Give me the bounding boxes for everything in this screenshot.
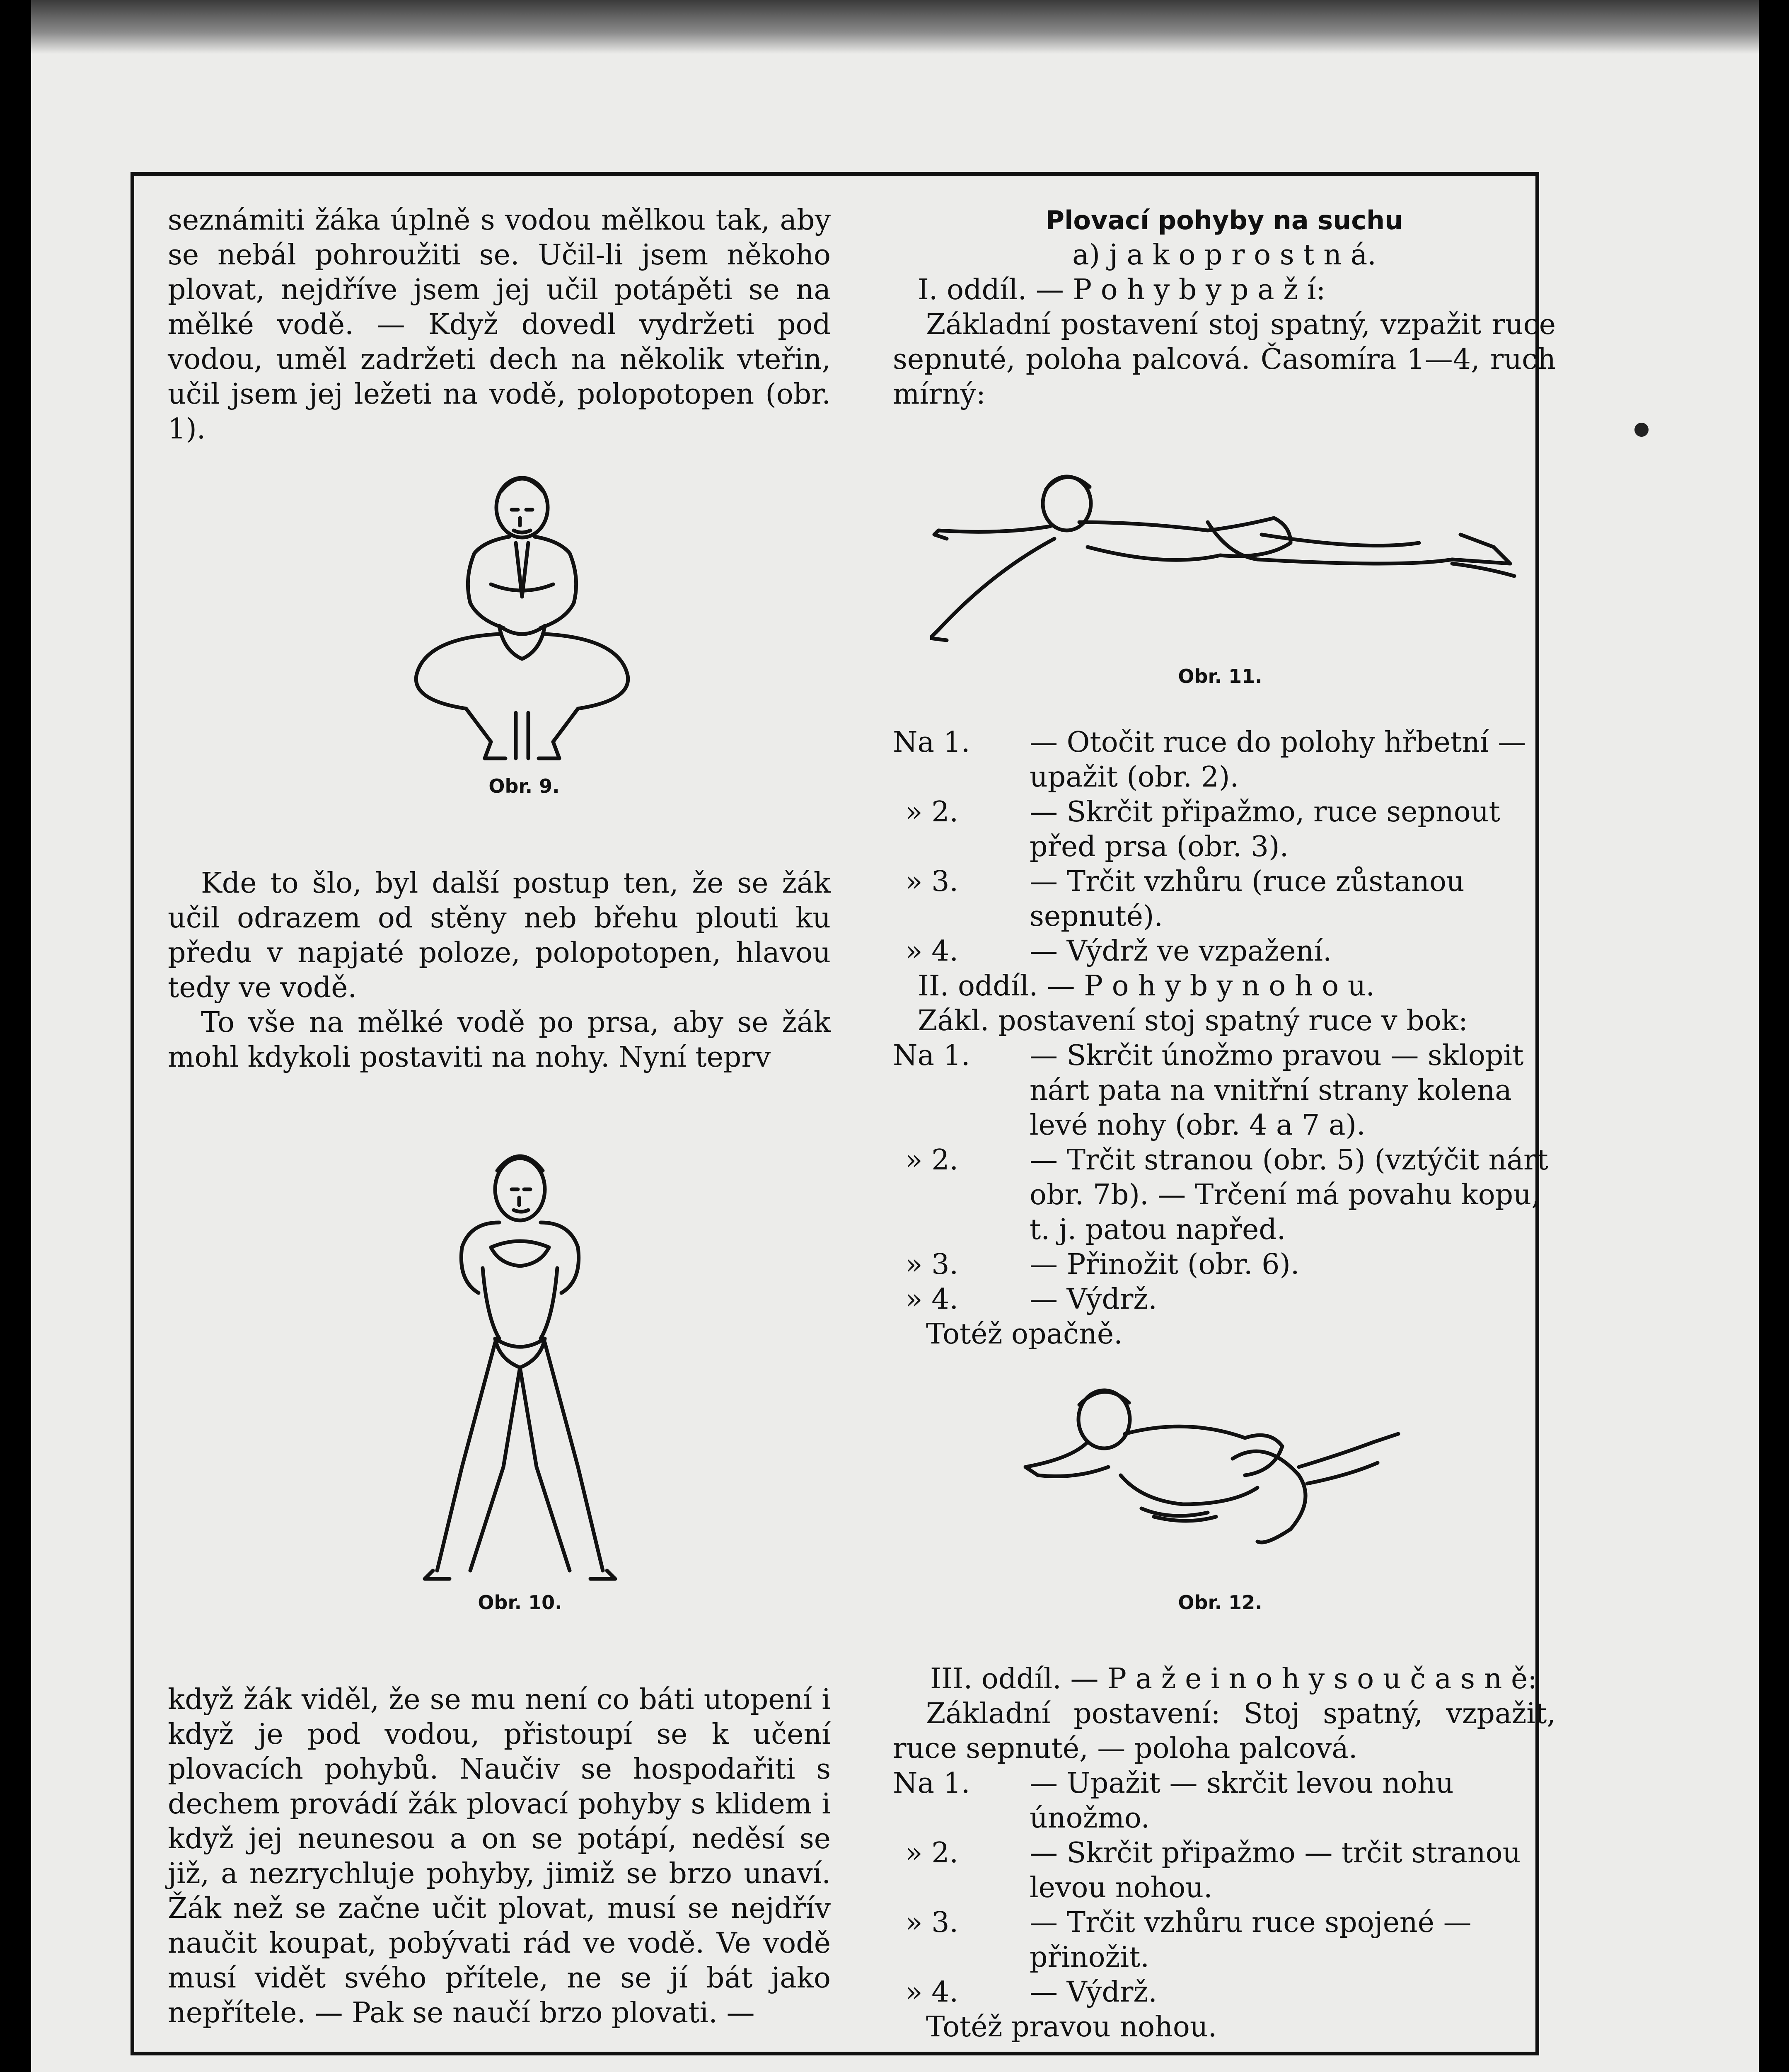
section-3-intro: Základní postavení: Stoj spatný, vzpažit, ruce sepnuté, — poloha palcová.	[893, 1697, 1556, 1765]
figure-12-kneeling-swimmer	[1017, 1380, 1415, 1575]
section-3-title: III. oddíl. — P a ž e i n o h y s o u č a s n ě:	[930, 1663, 1538, 1695]
section-subheading: a) j a k o p r o s t n á.	[1072, 239, 1376, 271]
section-1-title: I. oddíl. — P o h y b y p a ž í:	[918, 274, 1326, 306]
scanned-page	[31, 0, 1759, 2072]
figure-12-caption: Obr. 12.	[1178, 1591, 1262, 1614]
section-1-intro: Základní postavení stoj spatný, vzpažit ruce sepnuté, poloha palcová. Časomíra 1—4, ruch mírný:	[893, 308, 1556, 411]
left-middle-text: Kde to šlo, byl další postup ten, že se žák učil odrazem od stěny neb břehu plouti ku předu v napjaté poloze, polopotopen, hlavou tedy ve vodě. To vše na mělké vodě po prsa, aby se žák mohl kdykoli postaviti na nohy. Nyní teprv	[168, 867, 831, 1074]
ink-speck	[1634, 423, 1649, 437]
right-top-text	[893, 203, 1556, 412]
figure-9-caption: Obr. 9.	[488, 775, 560, 797]
figure-10-standing-swimmer	[387, 1144, 657, 1583]
section-2-title: II. oddíl. — P o h y b y n o h o u.	[918, 970, 1375, 1002]
figure-10-caption: Obr. 10.	[478, 1591, 562, 1614]
section-3-step-2: » 2. — Skrčit připažmo — trčit stranou levou nohou.	[905, 1837, 1521, 1904]
figure-9-squatting-swimmer	[387, 468, 657, 767]
section-heading: Plovací pohyby na suchu	[1045, 205, 1403, 235]
figure-11-prone-swimmer	[930, 464, 1518, 655]
section-2-step-2: » 2. — Trčit stranou (obr. 5) (vztýčit nárt obr. 7b). — Trčení má povahu kopu, t. j. patou napřed.	[905, 1144, 1548, 1246]
section-1-step-4: » 4. — Výdrž ve vzpažení.	[905, 935, 1332, 968]
section-2-intro: Zákl. postavení stoj spatný ruce v bok:	[918, 1005, 1468, 1037]
section-2-step-3: » 3. — Přinožit (obr. 6).	[905, 1248, 1300, 1281]
section-2-outro: Totéž opačně.	[926, 1318, 1123, 1351]
left-intro-paragraph: seznámiti žáka úplně s vodou mělkou tak, aby se nebál pohroužiti se. Učil-li jsem někoho plovat, nejdříve jsem jej učil potápěti se na mělké vodě. — Když dovedl vydržeti pod vodou, uměl zadržeti dech na několik vteřin, učil jsem jej ležeti na vodě, polopotopen (obr. 1).	[168, 204, 831, 445]
section-1-step-2: » 2. — Skrčit připažmo, ruce sepnout před prsa (obr. 3).	[905, 796, 1500, 863]
right-middle-text	[893, 725, 1556, 1352]
section-3-step-3: » 3. — Trčit vzhůru ruce spojené — přinožit.	[905, 1906, 1472, 1974]
figure-11-caption: Obr. 11.	[1178, 665, 1262, 687]
section-3-step-1: Na 1. — Upažit — skrčit levou nohu únožmo.	[893, 1767, 1454, 1835]
section-2-step-4: » 4. — Výdrž.	[905, 1283, 1157, 1316]
right-bottom-text	[893, 1662, 1556, 2045]
section-3-outro: Totéž pravou nohou.	[926, 2011, 1217, 2043]
section-1-step-1: Na 1. — Otočit ruce do polohy hřbetní — upažit (obr. 2).	[893, 726, 1526, 794]
section-3-step-4: » 4. — Výdrž.	[905, 1976, 1157, 2009]
section-2-step-1: Na 1. — Skrčit únožmo pravou — sklopit nárt pata na vnitřní strany kolena levé nohy (obr. 4 a 7 a).	[893, 1039, 1524, 1142]
section-1-step-3: » 3. — Trčit vzhůru (ruce zůstanou sepnuté).	[905, 865, 1465, 933]
left-bottom-paragraph: když žák viděl, že se mu není co báti utopení i když je pod vodou, přistoupí se k učení plovacích pohybů. Naučiv se hospodařiti s dechem provádí žák plovací pohyby s klidem i když jej neunesou a on se potápí, neděsí se již, a nezrychluje pohyby, jimiž se brzo unaví. Žák než se začne učit plovat, musí se nejdřív naučit koupat, pobývati rád ve vodě. Ve vodě musí vidět svého přítele, ne se jí bát jako nepřítele. — Pak se naučí brzo plovati. —	[168, 1683, 831, 2029]
